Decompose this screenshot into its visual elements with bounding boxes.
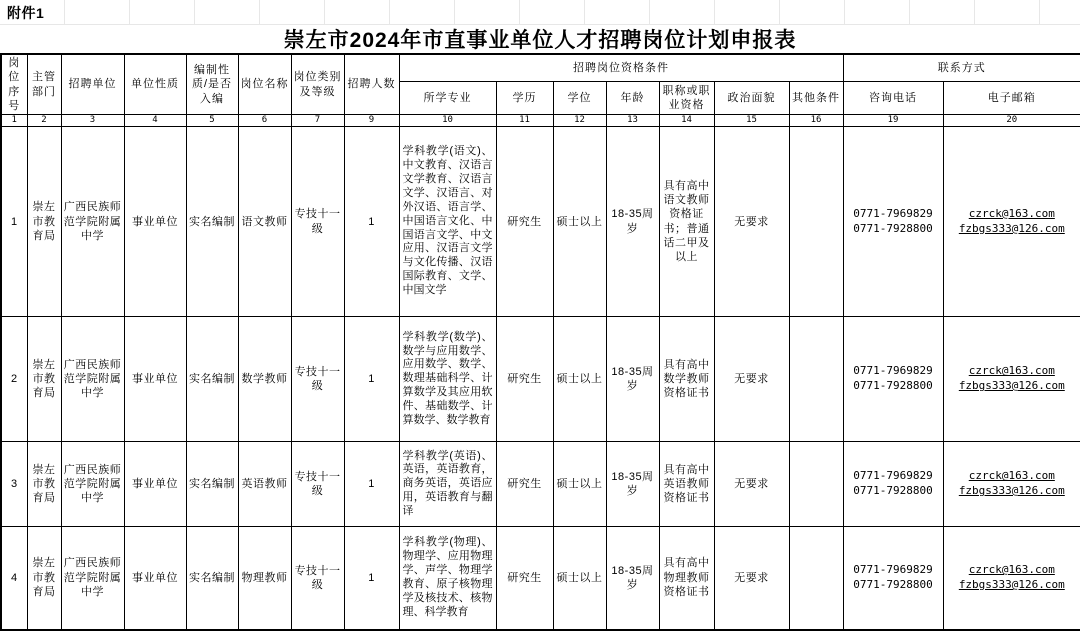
cell-count: 1: [344, 527, 399, 630]
cell-category: 专技十一级: [291, 317, 344, 442]
col-header-estab: 编制性质/是否入编: [186, 54, 238, 115]
col-header-category: 岗位类别及等级: [291, 54, 344, 115]
cell-post: 英语教师: [238, 442, 291, 527]
col-header-education: 学历: [496, 81, 553, 114]
table-row: [1, 442, 1080, 527]
phone-line: 0771-7969829: [853, 364, 933, 378]
cell-estab: 实名编制: [186, 442, 238, 527]
email-link[interactable]: fzbgs333@126.com: [958, 484, 1065, 498]
cell-unit_type: 事业单位: [124, 317, 186, 442]
col-num-degree: 12: [553, 115, 606, 127]
cell-count: 1: [344, 317, 399, 442]
cell-unit: 广西民族师范学院附属中学: [61, 442, 124, 527]
page-title: 崇左市2024年市直事业单位人才招聘岗位计划申报表: [283, 29, 797, 52]
cell-political: 无要求: [714, 527, 789, 630]
cell-education: 研究生: [496, 317, 553, 442]
col-header-unit: 招聘单位: [61, 54, 124, 115]
cell-other: [789, 527, 843, 630]
email-link[interactable]: fzbgs333@126.com: [958, 577, 1065, 591]
cell-seq: 1: [1, 127, 27, 317]
table-body: [1, 127, 1080, 630]
col-num-qual: 14: [659, 115, 714, 127]
col-num-category: 7: [291, 115, 344, 127]
phone-line: 0771-7928800: [853, 484, 933, 498]
cell-age: 18-35周岁: [606, 127, 659, 317]
col-num-estab: 5: [186, 115, 238, 127]
cell-unit_type: 事业单位: [124, 127, 186, 317]
cell-qual: 具有高中数学教师资格证书: [659, 317, 714, 442]
column-number-row: [1, 115, 1080, 127]
phone-line: 0771-7928800: [853, 577, 933, 591]
cell-unit_type: 事业单位: [124, 527, 186, 630]
cell-age: 18-35周岁: [606, 442, 659, 527]
col-num-major: 10: [399, 115, 496, 127]
cell-age: 18-35周岁: [606, 317, 659, 442]
col-num-count: 9: [344, 115, 399, 127]
recruitment-table: [0, 53, 1080, 631]
col-header-dept: 主管部门: [27, 54, 61, 115]
col-header-unit-type: 单位性质: [124, 54, 186, 115]
cell-email: [943, 442, 1080, 527]
cell-political: 无要求: [714, 127, 789, 317]
spreadsheet-gridline-strip: [0, 0, 1080, 25]
cell-email: [943, 527, 1080, 630]
col-header-phone: 咨询电话: [843, 81, 943, 114]
group-header-qualification: 招聘岗位资格条件: [399, 54, 843, 81]
cell-post: 物理教师: [238, 527, 291, 630]
cell-degree: 硕士以上: [553, 527, 606, 630]
col-header-qual: 职称或职业资格: [659, 81, 714, 114]
cell-phone: [843, 527, 943, 630]
group-header-contact: 联系方式: [843, 54, 1080, 81]
cell-major: 学科教学(英语)、英语，英语教育，商务英语，英语应用，英语教育与翻译: [399, 442, 496, 527]
cell-other: [789, 127, 843, 317]
col-header-count: 招聘人数: [344, 54, 399, 115]
cell-other: [789, 317, 843, 442]
col-num-unit: 3: [61, 115, 124, 127]
cell-qual: 具有高中语文教师资格证书；普通话二甲及以上: [659, 127, 714, 317]
email-link[interactable]: czrck@163.com: [968, 469, 1055, 483]
cell-major: 学科教学(语文)、中文教育、汉语言文学教育、汉语言文学、汉语言、对外汉语、语言学、中国语言文化、中国语言文学、中文应用、汉语言文学与文化传播、汉语国际教育、文学、中国文学: [399, 127, 496, 317]
cell-degree: 硕士以上: [553, 442, 606, 527]
col-num-unit-type: 4: [124, 115, 186, 127]
col-header-age: 年龄: [606, 81, 659, 114]
header-row-1: [1, 54, 1080, 81]
cell-major: 学科教学(数学)、数学与应用数学、应用数学、数学、数理基础科学、计算数学及其应用软件、基础数学、计算数学、数学教育: [399, 317, 496, 442]
table-row: [1, 527, 1080, 630]
cell-degree: 硕士以上: [553, 317, 606, 442]
col-header-email: 电子邮箱: [943, 81, 1080, 114]
phone-line: 0771-7969829: [853, 563, 933, 577]
cell-dept: 崇左市教育局: [27, 127, 61, 317]
attachment-label: 附件1: [7, 5, 45, 21]
table-row: [1, 317, 1080, 442]
cell-post: 数学教师: [238, 317, 291, 442]
cell-major: 学科教学(物理)、物理学、应用物理学、声学、物理学教育、原子核物理学及核技术、核物理、科学教育: [399, 527, 496, 630]
cell-phone: [843, 442, 943, 527]
cell-email: [943, 317, 1080, 442]
col-num-education: 11: [496, 115, 553, 127]
cell-degree: 硕士以上: [553, 127, 606, 317]
cell-estab: 实名编制: [186, 127, 238, 317]
cell-category: 专技十一级: [291, 127, 344, 317]
cell-other: [789, 442, 843, 527]
cell-email: [943, 127, 1080, 317]
email-link[interactable]: czrck@163.com: [968, 563, 1055, 577]
cell-phone: [843, 127, 943, 317]
email-link[interactable]: fzbgs333@126.com: [958, 221, 1065, 235]
col-header-major: 所学专业: [399, 81, 496, 114]
cell-estab: 实名编制: [186, 527, 238, 630]
col-num-age: 13: [606, 115, 659, 127]
email-link[interactable]: czrck@163.com: [968, 364, 1055, 378]
col-num-email: 20: [943, 115, 1080, 127]
col-header-degree: 学位: [553, 81, 606, 114]
cell-dept: 崇左市教育局: [27, 527, 61, 630]
col-num-seq: 1: [1, 115, 27, 127]
cell-age: 18-35周岁: [606, 527, 659, 630]
cell-political: 无要求: [714, 317, 789, 442]
cell-count: 1: [344, 127, 399, 317]
cell-unit: 广西民族师范学院附属中学: [61, 317, 124, 442]
cell-category: 专技十一级: [291, 527, 344, 630]
cell-qual: 具有高中物理教师资格证书: [659, 527, 714, 630]
col-num-political: 15: [714, 115, 789, 127]
phone-line: 0771-7969829: [853, 206, 933, 220]
col-header-post: 岗位名称: [238, 54, 291, 115]
col-num-phone: 19: [843, 115, 943, 127]
cell-unit: 广西民族师范学院附属中学: [61, 527, 124, 630]
cell-dept: 崇左市教育局: [27, 442, 61, 527]
cell-qual: 具有高中英语教师资格证书: [659, 442, 714, 527]
cell-political: 无要求: [714, 442, 789, 527]
email-link[interactable]: czrck@163.com: [968, 206, 1055, 220]
phone-line: 0771-7928800: [853, 221, 933, 235]
cell-seq: 4: [1, 527, 27, 630]
col-num-post: 6: [238, 115, 291, 127]
cell-estab: 实名编制: [186, 317, 238, 442]
col-num-dept: 2: [27, 115, 61, 127]
table-row: [1, 127, 1080, 317]
cell-phone: [843, 317, 943, 442]
phone-line: 0771-7928800: [853, 379, 933, 393]
cell-post: 语文教师: [238, 127, 291, 317]
cell-count: 1: [344, 442, 399, 527]
email-link[interactable]: fzbgs333@126.com: [958, 379, 1065, 393]
cell-education: 研究生: [496, 442, 553, 527]
phone-line: 0771-7969829: [853, 469, 933, 483]
cell-dept: 崇左市教育局: [27, 317, 61, 442]
cell-seq: 3: [1, 442, 27, 527]
col-header-political: 政治面貌: [714, 81, 789, 114]
col-num-other: 16: [789, 115, 843, 127]
cell-education: 研究生: [496, 527, 553, 630]
col-header-seq: 岗位序号: [1, 54, 27, 115]
col-header-other: 其他条件: [789, 81, 843, 114]
cell-unit_type: 事业单位: [124, 442, 186, 527]
cell-education: 研究生: [496, 127, 553, 317]
cell-seq: 2: [1, 317, 27, 442]
cell-unit: 广西民族师范学院附属中学: [61, 127, 124, 317]
cell-category: 专技十一级: [291, 442, 344, 527]
